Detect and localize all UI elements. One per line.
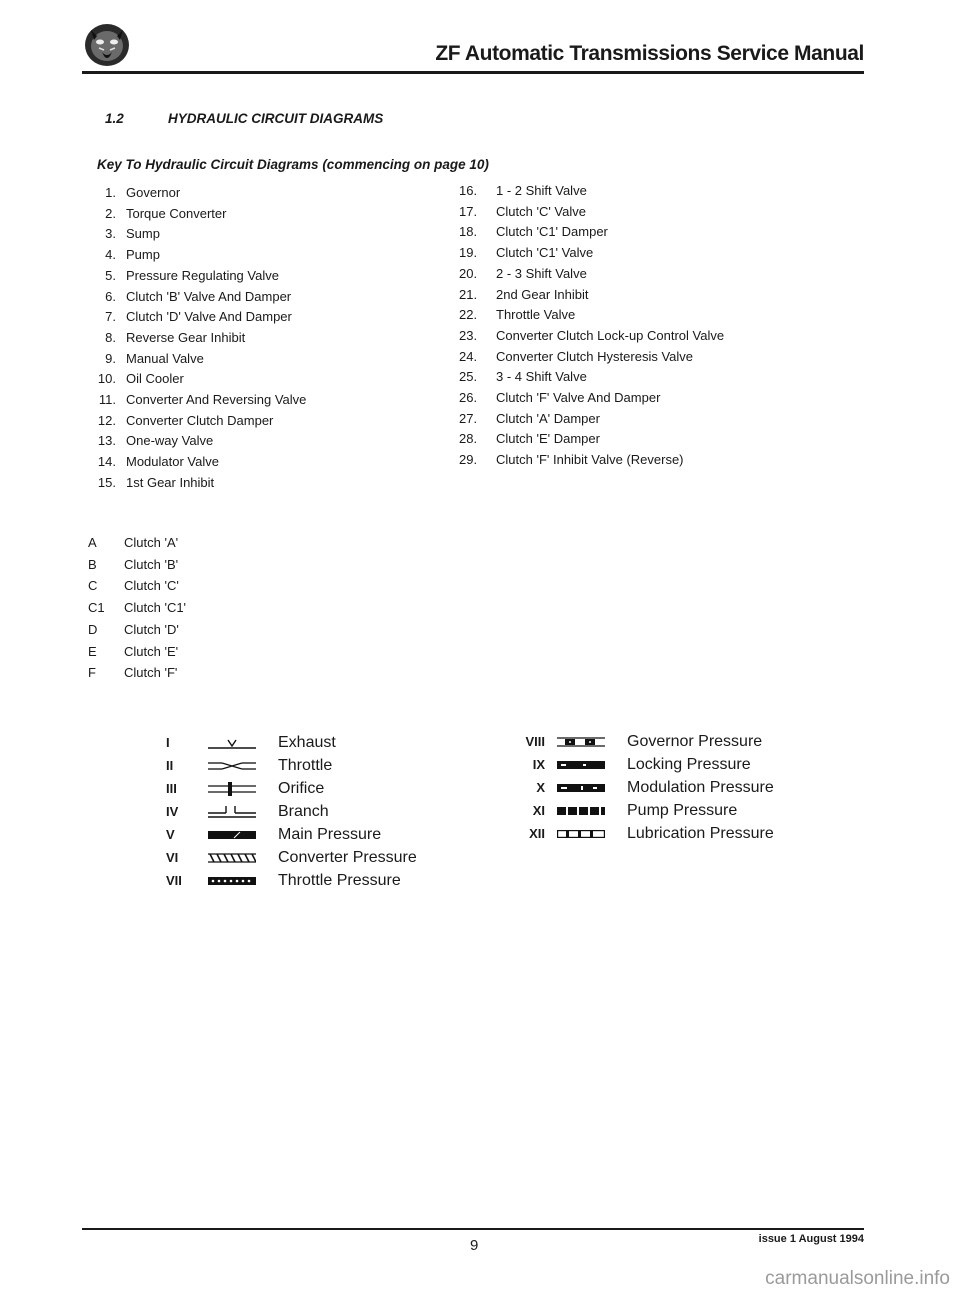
key-left-item bbox=[80, 473, 306, 494]
legend-numeral: IV bbox=[166, 804, 179, 819]
legend-label: Main Pressure bbox=[278, 826, 382, 843]
legend-label: Modulation Pressure bbox=[627, 779, 774, 796]
legend-label: Branch bbox=[278, 803, 329, 820]
key-item-label: Clutch 'F' Inhibit Valve (Reverse) bbox=[496, 452, 684, 468]
key-item-label: Converter Clutch Lock-up Control Valve bbox=[496, 327, 725, 343]
legend-label: Locking Pressure bbox=[627, 756, 751, 773]
legend-item bbox=[166, 823, 417, 846]
orifice-symbol-icon bbox=[208, 782, 278, 796]
key-right-item bbox=[459, 264, 724, 285]
branch-symbol-icon bbox=[208, 805, 278, 819]
key-left-item bbox=[80, 431, 306, 452]
clutch-list bbox=[88, 532, 186, 684]
key-item-number: 1. bbox=[105, 185, 116, 200]
key-item-label: Throttle Valve bbox=[496, 307, 576, 323]
legend-label: Pump Pressure bbox=[627, 802, 738, 819]
issue-date: issue 1 August 1994 bbox=[758, 1233, 864, 1245]
key-right-item bbox=[459, 326, 724, 347]
legend-label: Governor Pressure bbox=[627, 733, 763, 750]
key-heading: Key To Hydraulic Circuit Diagrams (commencing on page 10) bbox=[97, 157, 489, 172]
key-item-label: Clutch 'C1' Damper bbox=[496, 224, 608, 240]
key-item-label: Clutch 'D' Valve And Damper bbox=[126, 309, 292, 325]
key-right-item bbox=[459, 367, 724, 388]
jaguar-logo-icon bbox=[82, 22, 132, 68]
legend-item bbox=[508, 753, 774, 776]
key-item-number: 29. bbox=[459, 452, 478, 468]
clutch-label: Clutch 'C1' bbox=[124, 600, 187, 616]
key-right-item bbox=[459, 409, 724, 430]
key-right-item bbox=[459, 285, 724, 306]
legend-item bbox=[166, 869, 417, 892]
key-item-number: 27. bbox=[459, 410, 478, 426]
legend-label: Converter Pressure bbox=[278, 849, 417, 866]
section-number: 1.2 bbox=[105, 111, 124, 126]
key-item-label: Governor bbox=[126, 185, 181, 200]
legend-right bbox=[508, 730, 774, 845]
section-heading bbox=[105, 111, 383, 126]
key-right-item bbox=[459, 450, 724, 471]
key-item-label: 1st Gear Inhibit bbox=[126, 474, 215, 490]
clutch-letter: C1 bbox=[88, 600, 105, 616]
key-right-item bbox=[459, 429, 724, 450]
legend-item bbox=[508, 776, 774, 799]
key-left-item bbox=[80, 266, 306, 287]
page-number: 9 bbox=[470, 1237, 479, 1254]
clutch-letter: D bbox=[88, 621, 98, 637]
key-item-number: 3. bbox=[105, 226, 116, 242]
clutch-label: Clutch 'A' bbox=[124, 535, 179, 550]
key-item-number: 16. bbox=[459, 183, 478, 198]
manual-title: ZF Automatic Transmissions Service Manual bbox=[435, 42, 864, 65]
clutch-letter: C bbox=[88, 578, 98, 594]
key-right-item bbox=[459, 222, 724, 243]
legend-item bbox=[166, 754, 417, 777]
key-right-item bbox=[459, 202, 724, 223]
legend-numeral: XII bbox=[529, 826, 545, 841]
modulation-pressure-line-icon bbox=[557, 781, 627, 795]
key-list-left bbox=[80, 183, 306, 494]
legend-numeral: VII bbox=[166, 873, 182, 888]
key-item-number: 10. bbox=[97, 371, 116, 387]
clutch-item bbox=[88, 597, 186, 619]
lubrication-pressure-line-icon bbox=[557, 827, 627, 841]
key-item-number: 21. bbox=[459, 286, 478, 302]
key-item-label: Clutch 'B' Valve And Damper bbox=[126, 288, 292, 304]
legend-label: Throttle Pressure bbox=[278, 872, 401, 889]
key-item-number: 5. bbox=[105, 267, 116, 283]
key-left-item bbox=[80, 452, 306, 473]
key-item-number: 26. bbox=[459, 390, 478, 406]
key-item-label: Sump bbox=[126, 226, 160, 242]
key-item-number: 22. bbox=[459, 307, 478, 323]
legend-item bbox=[508, 730, 774, 753]
header-divider bbox=[82, 71, 864, 74]
clutch-item bbox=[88, 575, 186, 597]
legend-item bbox=[166, 800, 417, 823]
key-list-right bbox=[459, 181, 724, 471]
key-right-item bbox=[459, 347, 724, 368]
legend-label: Throttle bbox=[278, 757, 333, 774]
key-item-label: Modulator Valve bbox=[126, 454, 219, 470]
key-left-item bbox=[80, 411, 306, 432]
key-item-number: 13. bbox=[97, 433, 116, 449]
legend-label: Orifice bbox=[278, 780, 325, 797]
key-item-label: Torque Converter bbox=[126, 205, 227, 221]
section-title: HYDRAULIC CIRCUIT DIAGRAMS bbox=[168, 111, 384, 126]
pump-pressure-line-icon bbox=[557, 804, 627, 818]
throttle-pressure-line-icon bbox=[208, 874, 278, 888]
key-item-number: 23. bbox=[459, 327, 478, 343]
key-item-number: 12. bbox=[97, 412, 116, 428]
clutch-label: Clutch 'F' bbox=[124, 665, 178, 681]
key-item-number: 2. bbox=[105, 205, 116, 221]
legend-numeral: III bbox=[166, 781, 177, 796]
legend-label: Exhaust bbox=[278, 734, 336, 751]
key-item-number: 24. bbox=[459, 348, 478, 364]
clutch-item bbox=[88, 554, 186, 576]
key-item-number: 20. bbox=[459, 265, 478, 281]
key-item-number: 14. bbox=[97, 454, 116, 470]
legend-item bbox=[508, 799, 774, 822]
key-left-item bbox=[80, 328, 306, 349]
key-item-number: 15. bbox=[97, 474, 116, 490]
exhaust-symbol-icon bbox=[208, 736, 278, 750]
legend-left bbox=[166, 731, 417, 892]
legend-numeral: II bbox=[166, 758, 174, 773]
key-item-label: Pressure Regulating Valve bbox=[126, 267, 279, 283]
key-item-label: Converter Clutch Hysteresis Valve bbox=[496, 348, 693, 364]
key-item-label: Clutch 'F' Valve And Damper bbox=[496, 390, 661, 406]
key-item-number: 17. bbox=[459, 203, 478, 219]
key-item-label: Clutch 'C1' Valve bbox=[496, 245, 594, 261]
legend-numeral: VI bbox=[166, 850, 179, 865]
key-item-label: Clutch 'E' Damper bbox=[496, 431, 600, 447]
key-item-number: 8. bbox=[105, 329, 116, 345]
legend-numeral: IX bbox=[532, 757, 545, 772]
legend-numeral: X bbox=[536, 780, 545, 795]
converter-pressure-line-icon bbox=[208, 851, 278, 865]
key-left-item bbox=[80, 204, 306, 225]
key-left-item bbox=[80, 307, 306, 328]
clutch-label: Clutch 'E' bbox=[124, 643, 179, 659]
legend-numeral: V bbox=[166, 827, 175, 842]
key-item-label: Reverse Gear Inhibit bbox=[126, 329, 246, 345]
clutch-letter: E bbox=[88, 643, 97, 659]
legend-item bbox=[166, 731, 417, 754]
footer-divider bbox=[82, 1228, 864, 1230]
key-item-number: 11. bbox=[98, 392, 116, 408]
legend-label: Lubrication Pressure bbox=[627, 825, 774, 842]
key-item-number: 4. bbox=[105, 247, 116, 263]
clutch-item bbox=[88, 662, 186, 684]
key-item-label: 1 - 2 Shift Valve bbox=[496, 183, 587, 198]
key-right-item bbox=[459, 305, 724, 326]
key-right-item bbox=[459, 388, 724, 409]
locking-pressure-line-icon bbox=[557, 758, 627, 772]
main-pressure-line-icon bbox=[208, 828, 278, 842]
key-item-number: 25. bbox=[459, 369, 478, 385]
clutch-letter: F bbox=[88, 665, 96, 681]
key-item-label: Pump bbox=[126, 247, 160, 263]
legend-item bbox=[166, 777, 417, 800]
clutch-label: Clutch 'C' bbox=[124, 578, 179, 594]
key-item-label: 2 - 3 Shift Valve bbox=[496, 265, 587, 281]
legend-numeral: VIII bbox=[525, 734, 545, 749]
key-left-item bbox=[80, 224, 306, 245]
clutch-item bbox=[88, 641, 186, 663]
legend-numeral: I bbox=[166, 735, 170, 750]
key-item-number: 18. bbox=[459, 224, 478, 240]
clutch-item bbox=[88, 619, 186, 641]
clutch-letter: A bbox=[88, 535, 97, 550]
key-item-label: Clutch 'C' Valve bbox=[496, 203, 586, 219]
key-item-number: 6. bbox=[105, 288, 116, 304]
throttle-symbol-icon bbox=[208, 759, 278, 773]
key-left-item bbox=[80, 369, 306, 390]
key-item-label: Converter And Reversing Valve bbox=[126, 392, 307, 408]
key-item-label: Oil Cooler bbox=[126, 371, 184, 387]
key-item-label: One-way Valve bbox=[126, 433, 214, 449]
key-right-item bbox=[459, 243, 724, 264]
clutch-label: Clutch 'D' bbox=[124, 621, 179, 637]
key-item-number: 28. bbox=[459, 431, 478, 447]
key-item-label: Clutch 'A' Damper bbox=[496, 410, 600, 426]
key-item-label: Converter Clutch Damper bbox=[126, 412, 274, 428]
key-item-number: 7. bbox=[105, 309, 116, 325]
clutch-label: Clutch 'B' bbox=[124, 556, 179, 572]
key-left-item bbox=[80, 183, 306, 204]
governor-pressure-line-icon bbox=[557, 735, 627, 749]
key-item-number: 9. bbox=[105, 350, 116, 366]
legend-numeral: XI bbox=[532, 803, 545, 818]
key-left-item bbox=[80, 390, 306, 411]
key-right-item bbox=[459, 181, 724, 202]
key-left-item bbox=[80, 245, 306, 266]
key-item-number: 19. bbox=[459, 245, 478, 261]
clutch-item bbox=[88, 532, 186, 554]
watermark: carmanualsonline.info bbox=[765, 1268, 950, 1289]
key-left-item bbox=[80, 287, 306, 308]
key-item-label: 2nd Gear Inhibit bbox=[496, 286, 589, 302]
clutch-letter: B bbox=[88, 556, 97, 572]
key-item-label: Manual Valve bbox=[126, 350, 204, 366]
legend-item bbox=[166, 846, 417, 869]
key-left-item bbox=[80, 349, 306, 370]
legend-item bbox=[508, 822, 774, 845]
key-item-label: 3 - 4 Shift Valve bbox=[496, 369, 587, 385]
